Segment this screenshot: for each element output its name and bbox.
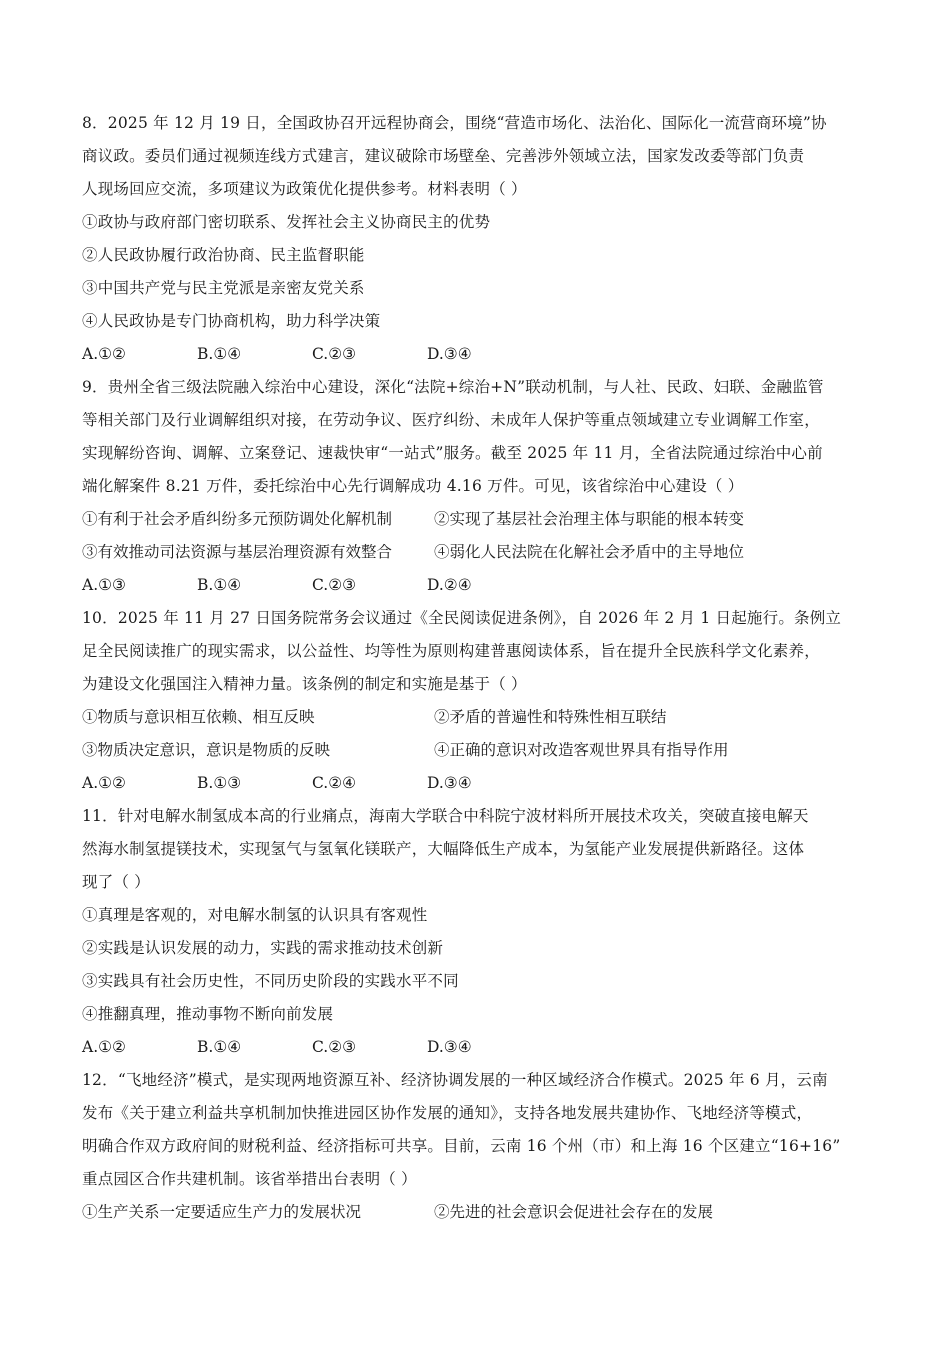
question-text-line: 重点园区合作共建机制。该省举措出台表明（ ）	[82, 1170, 417, 1188]
question-text-line: 现了（ ）	[82, 873, 150, 891]
option-item: ②先进的社会意识会促进社会存在的发展	[434, 1203, 714, 1221]
answer-choice-a: A.①③	[82, 576, 126, 594]
option-row	[82, 503, 872, 536]
question-text-line: 9．贵州全省三级法院融入综治中心建设，深化“法院+综治+N”联动机制，与人社、民政、妇联、金融监管	[82, 378, 824, 396]
answer-choices	[82, 569, 872, 602]
exam-page	[82, 107, 872, 1229]
option-row	[82, 536, 872, 569]
option-item: ④推翻真理，推动事物不断向前发展	[82, 1005, 334, 1023]
answer-choice-a: A.①②	[82, 774, 126, 792]
answer-choice-c: C.②③	[312, 1038, 357, 1056]
answer-choice-d: D.③④	[427, 774, 472, 792]
option-item: ③有效推动司法资源与基层治理资源有效整合	[82, 543, 393, 561]
option-item: ①政协与政府部门密切联系、发挥社会主义协商民主的优势	[82, 213, 491, 231]
option-item: ①物质与意识相互依赖、相互反映	[82, 708, 315, 726]
question-text-line: 等相关部门及行业调解组织对接，在劳动争议、医疗纠纷、未成年人保护等重点领域建立专业调解工作室，	[82, 411, 820, 429]
answer-choice-d: D.②④	[427, 576, 472, 594]
question-text-line: 8．2025 年 12 月 19 日，全国政协召开远程协商会，围绕“营造市场化、法治化、国际化一流营商环境”协	[82, 114, 827, 132]
option-item: ③物质决定意识，意识是物质的反映	[82, 741, 331, 759]
question-text-line: 为建设文化强国注入精神力量。该条例的制定和实施是基于（ ）	[82, 675, 527, 693]
question-text-line: 实现解纷咨询、调解、立案登记、速裁快审“一站式”服务。截至 2025 年 11 月，全省法院通过综治中心前	[82, 444, 823, 462]
question-8	[82, 107, 872, 371]
question-text-line: 发布《关于建立利益共享机制加快推进园区协作发展的通知》，支持各地发展共建协作、飞地经济等模式，	[82, 1104, 813, 1122]
question-9	[82, 371, 872, 602]
answer-choice-d: D.③④	[427, 345, 472, 363]
option-row	[82, 1196, 872, 1229]
question-11	[82, 800, 872, 1064]
option-item: ④弱化人民法院在化解社会矛盾中的主导地位	[434, 543, 745, 561]
option-item: ①真理是客观的，对电解水制氢的认识具有客观性	[82, 906, 428, 924]
option-item: ②人民政协履行政治协商、民主监督职能	[82, 246, 365, 264]
answer-choices	[82, 767, 872, 800]
answer-choice-c: C.②③	[312, 576, 357, 594]
option-item: ①有利于社会矛盾纠纷多元预防调处化解机制	[82, 510, 393, 528]
option-item: ②矛盾的普遍性和特殊性相互联结	[434, 708, 667, 726]
answer-choices	[82, 338, 872, 371]
option-item: ①生产关系一定要适应生产力的发展状况	[82, 1203, 362, 1221]
answer-choice-b: B.①④	[197, 1038, 242, 1056]
option-item: ④正确的意识对改造客观世界具有指导作用	[434, 741, 729, 759]
question-text-line: 人现场回应交流，多项建议为政策优化提供参考。材料表明（ ）	[82, 180, 527, 198]
answer-choice-a: A.①②	[82, 1038, 126, 1056]
answer-choice-b: B.①④	[197, 345, 242, 363]
question-text-line: 端化解案件 8.21 万件，委托综治中心先行调解成功 4.16 万件。可见，该省综治中心建设（ ）	[82, 477, 744, 495]
answer-choice-d: D.③④	[427, 1038, 472, 1056]
answer-choice-b: B.①③	[197, 774, 242, 792]
option-row	[82, 701, 872, 734]
question-text-line: 10．2025 年 11 月 27 日国务院常务会议通过《全民阅读促进条例》，自 2026 年 2 月 1 日起施行。条例立	[82, 609, 842, 627]
answer-choice-c: C.②④	[312, 774, 357, 792]
question-text-line: 11．针对电解水制氢成本高的行业痛点，海南大学联合中科院宁波材料所开展技术攻关，突破直接电解天	[82, 807, 809, 825]
question-text-line: 12．“飞地经济”模式，是实现两地资源互补、经济协调发展的一种区域经济合作模式。2025 年 6 月，云南	[82, 1071, 828, 1089]
option-item: ③中国共产党与民主党派是亲密友党关系	[82, 279, 365, 297]
question-12	[82, 1064, 872, 1229]
option-item: ④人民政协是专门协商机构，助力科学决策	[82, 312, 381, 330]
question-text-line: 商议政。委员们通过视频连线方式建言，建议破除市场壁垒、完善涉外领域立法，国家发改委等部门负责	[82, 147, 805, 165]
question-text-line: 明确合作双方政府间的财税利益、经济指标可共享。目前，云南 16 个州（市）和上海 16 个区建立“16+16”	[82, 1137, 841, 1155]
answer-choice-a: A.①②	[82, 345, 126, 363]
option-item: ②实现了基层社会治理主体与职能的根本转变	[434, 510, 745, 528]
answer-choice-c: C.②③	[312, 345, 357, 363]
question-10	[82, 602, 872, 800]
option-row	[82, 734, 872, 767]
option-item: ③实践具有社会历史性，不同历史阶段的实践水平不同	[82, 972, 459, 990]
question-text-line: 然海水制氢提镁技术，实现氢气与氢氧化镁联产，大幅降低生产成本，为氢能产业发展提供新路径。这体	[82, 840, 805, 858]
option-item: ②实践是认识发展的动力，实践的需求推动技术创新	[82, 939, 444, 957]
answer-choice-b: B.①④	[197, 576, 242, 594]
question-text-line: 足全民阅读推广的现实需求，以公益性、均等性为原则构建普惠阅读体系，旨在提升全民族科学文化素养，	[82, 642, 820, 660]
answer-choices	[82, 1031, 872, 1064]
